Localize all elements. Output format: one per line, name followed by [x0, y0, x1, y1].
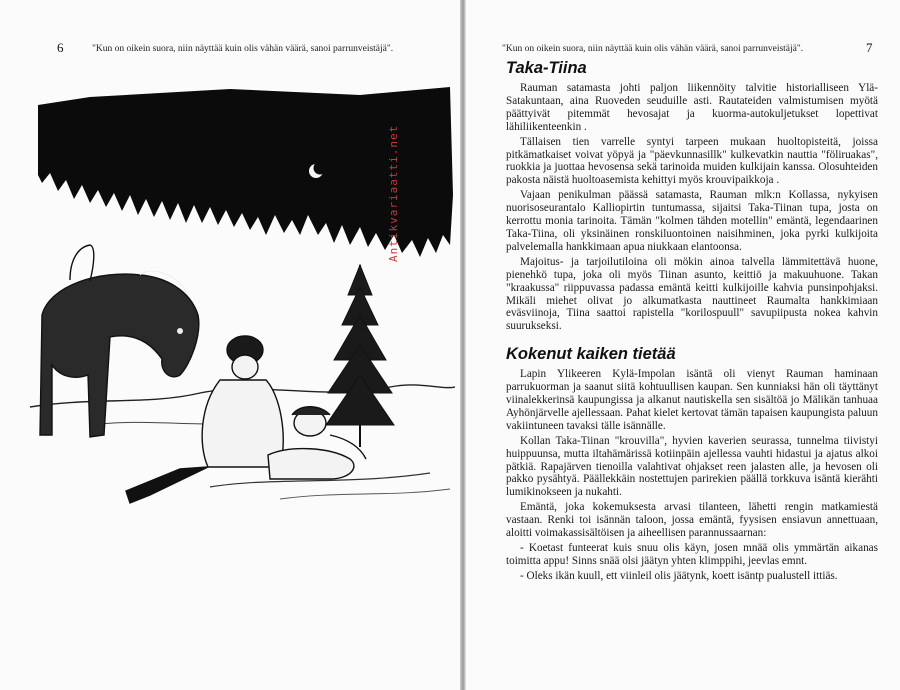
- paragraph: Lapin Ylikeeren Kylä-Impolan isäntä oli vienyt Rauman haminaan parrukuorman ja saanut siitä kohtuullisen kaupan. Sen kunniaksi hän oli täyttänyt viinalekkerinsä kaupungissa ja alkanut nautiskella sen sisältöä jo Mälikän tanhuaa Ayhönjärvelle ajellessaan. Pahat kielet kertovat tämän tapaisen kaupungista paluun vakiintuneen tavaksi tälle isännälle.: [506, 368, 878, 432]
- left-page-number: 6: [57, 40, 64, 55]
- paragraph: Emäntä, joka kokemuksesta arvasi tilanteen, lähetti rengin matkamiestä vastaan. Renki toi isännän taloon, jossa emäntä, fyysisen ensiavun annettuaan, aloitti voimakassisältöisen ja aiheellisen parannussaarnan:: [506, 501, 878, 540]
- section-heading: Taka-Tiina: [506, 59, 587, 77]
- paragraph: Rauman satamasta johti paljon liikennöity talvitie historialliseen Ylä-Satakuntaan, aina Ruoveden seuduille asti. Rautateiden valmistumisen myötä päättyivät pitemmät hevosajat ja kuorma-autokuljetukset lopettivat lähiliikenteenkin .: [506, 82, 878, 133]
- paragraph: Kollan Taka-Tiinan "krouvilla", hyvien kaverien seurassa, tunnelma tiivistyi huippuunsa, mutta iltahämärissä kotiinpäin ajellessa vauhti hidastui ja ajatus alkoi pätkiä. Rapajärven tienoilla valahtivat ohjakset reen jalasten alle, ja hevosen oli pakko pysähtyä. Päällekkäin nostettujen parirekien päällä torkkuva isäntä kierähti lumikinokseen ja nukahti.: [506, 434, 878, 499]
- paragraph: Majoitus- ja tarjoilutiloina oli mökin ainoa talvella lämmitettävä huone, pienehkö tupa, joka oli myös Tiinan asunto, keittiö ja makuuhuone. Takan "kraakussa" riippuvassa padassa emäntä keitti kulkijoille kahvia punsinpohjaksi. Mikäli miehet olivat jo alkumatkasta nauttineet Raumalta hankkimiaan eväsviinoja, Tiina saattoi rapistella "korilospuull" savupiipusta nokea kahvin suurukseksi.: [506, 255, 878, 333]
- paragraph: - Koetast funteerat kuis snuu olis käyn, josen mnää olis ymmärtän aikanas toimitta appu! Sinns snää olsi jäätyn yhten klimppihi, jeevlas emnt.: [506, 542, 878, 567]
- horse: [40, 245, 199, 437]
- section-heading: Kokenut kaiken tietää: [506, 345, 676, 364]
- paragraph: Vajaan penikulman päässä satamasta, Rauman mlk:n Kollassa, nykyisen nuorisoseurantalo Kalliopirtin tuntumassa, sijaitsi Taka-Tiinan tupa, josta on kerrottu monia tarinoita. Tämän "kolmen tähden motellin" emäntä, legendaarinen Taka-Tiina, oli yksinäinen ronskiluontoinen naisihminen, joka pyrki kulkijoita palvelemalla hankkimaan apua niukkaan elantoonsa.: [506, 189, 878, 253]
- article-text: [506, 58, 878, 585]
- paragraph: - Oleks ikän kuull, ett viinleil olis jäätynk, koett isäntp pualustell ittiäs.: [520, 569, 838, 582]
- right-page: [466, 0, 900, 690]
- left-running-head: "Kun on oikein suora, niin näyttää kuin olis vähän väärä, sanoi parrunveistäjä".: [92, 44, 394, 54]
- spruce-tree: [326, 265, 394, 447]
- watermark: Antikvariaatti.net: [387, 124, 400, 262]
- right-page-number: 7: [866, 40, 873, 55]
- paragraph: Tällaisen tien varrelle syntyi tarpeen mukaan huoltopisteitä, joissa pitkämatkaiset voivat yöpyä ja "päevkunnasillk" kulkevatkin nauttia "föliruakas", ruokkia ja juottaa hevosensa sekä tarinoida muiden kulkijain kanssa. Olosuhteiden pakosta näistä huoltoasemista kehittyi myös krouvipaikkoja .: [506, 135, 878, 187]
- right-running-head: "Kun on oikein suora, niin näyttää kuin olis vähän väärä, sanoi parrunveistäjä".: [502, 44, 804, 54]
